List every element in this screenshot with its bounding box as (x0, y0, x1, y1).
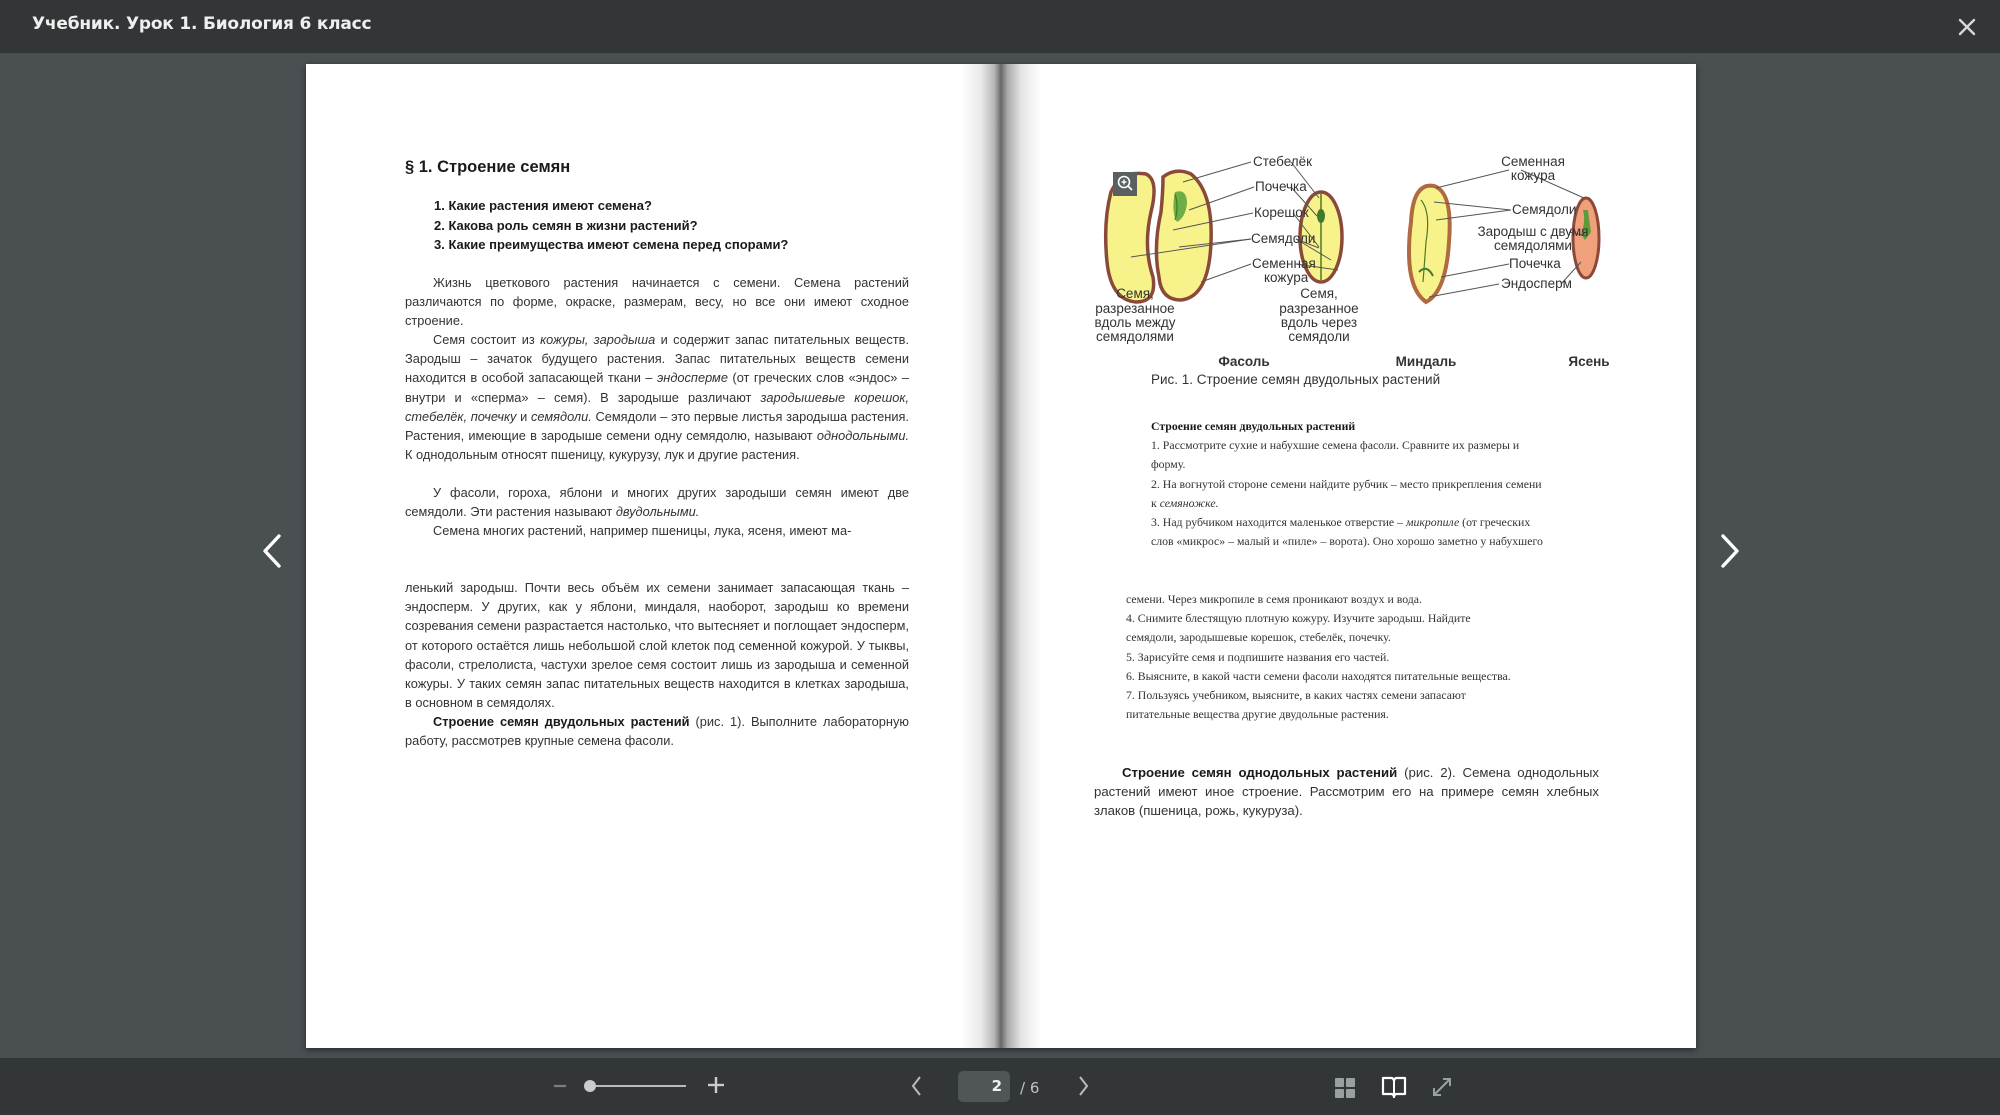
previous-page-arrow[interactable] (253, 528, 293, 574)
svg-text:Зародыш с двумя: Зародыш с двумя (1477, 224, 1589, 239)
figure-caption: Рис. 1. Строение семян двудольных растений (1151, 372, 1441, 387)
zoom-in-button[interactable] (705, 1072, 727, 1098)
zoom-in-icon (1113, 172, 1137, 196)
seed-structure-figure (1091, 152, 1611, 382)
grid-icon (1334, 1077, 1356, 1099)
svg-text:кожура: кожура (1264, 270, 1309, 285)
chevron-right-icon (1074, 1072, 1094, 1100)
total-pages: / 6 (1020, 1079, 1040, 1097)
expand-icon (1430, 1075, 1454, 1099)
paragraph: Строение семян двудольных растений (рис. 1). Выполните лабораторную работу, рассмотрев крупные семена фасоли. (405, 714, 909, 749)
svg-text:Почечка: Почечка (1255, 179, 1307, 194)
question-item: 3. Какие преимущества имеют семена перед спорами? (434, 237, 789, 252)
chevron-left-icon (906, 1072, 926, 1100)
paragraph: ленький зародыш. Почти весь объём их семени занимает запасающая ткань – эндосперм. У других, как у яблони, миндаля, наоборот, зародыш ко времени созревания семени разрастается настолько, что вытесняет и поглощает эндосперм, от которого остаётся лишь небольшой слой клеток под семенной кожурой. У тыквы, фасоли, стрелолиста, частухи зрелое семя состоит лишь из зародыша и семенной кожуры. У таких семян запас питательных веществ находится в клетках зародыша, в основном в семядолях. (405, 580, 909, 711)
next-page-arrow[interactable] (1709, 528, 1749, 574)
svg-text:семядолями: семядолями (1096, 329, 1174, 344)
document-title: Учебник. Урок 1. Биология 6 класс (32, 14, 372, 34)
plus-icon (705, 1072, 727, 1098)
paragraph: У фасоли, гороха, яблони и многих других зародыши семян имеют две семядоли. Эти растения называют двудольными. (405, 485, 909, 520)
paragraph: Семена многих растений, например пшеницы, лука, ясеня, имеют ма- (433, 523, 852, 538)
svg-text:Ясень: Ясень (1568, 354, 1610, 369)
book-view-button[interactable] (1381, 1074, 1407, 1100)
svg-text:вдоль через: вдоль через (1280, 315, 1358, 330)
zoom-slider-thumb[interactable] (584, 1080, 596, 1092)
lab-work-continued: семени. Через микропиле в семя проникают воздух и вода. 4. Снимите блестящую плотную кожуру. Изучите зародыш. Найдите семядоли, зародышевые корешок, стебелёк, почечку. 5. Зарисуйте семя и подпишите названия его частей. 6. Выясните, в какой части семени фасоли находятся питательные вещества. 7. Пользуясь учебником, выясните, в каких частях семени запасают питательные вещества другие двудольные растения. (1126, 592, 1511, 722)
right-page (1001, 64, 1696, 1048)
svg-text:Семенная: Семенная (1501, 154, 1565, 169)
svg-text:разрезанное: разрезанное (1279, 301, 1359, 316)
svg-text:вдоль между: вдоль между (1094, 315, 1176, 330)
review-questions (434, 196, 788, 255)
open-book-icon (1381, 1074, 1407, 1100)
zoom-slider[interactable] (582, 1078, 686, 1094)
svg-text:Семя,: Семя, (1300, 286, 1338, 301)
svg-text:Стебелёк: Стебелёк (1253, 154, 1313, 169)
zoom-slider-track (590, 1085, 686, 1087)
svg-text:Фасоль: Фасоль (1218, 354, 1270, 369)
fullscreen-button[interactable] (1430, 1075, 1454, 1099)
previous-page-button[interactable] (906, 1072, 926, 1100)
close-icon (1952, 12, 1982, 42)
svg-text:Семядоли: Семядоли (1251, 231, 1316, 246)
svg-text:разрезанное: разрезанное (1095, 301, 1175, 316)
current-page-input[interactable]: 2 (958, 1071, 1010, 1102)
svg-text:Семя,: Семя, (1116, 286, 1154, 301)
svg-text:Семенная: Семенная (1252, 256, 1316, 271)
question-item: 2. Какова роль семян в жизни растений? (434, 217, 698, 233)
section-heading: § 1. Строение семян (405, 158, 571, 176)
viewer-toolbar (0, 1058, 2000, 1115)
question-item: 1. Какие растения имеют семена? (434, 198, 652, 213)
grid-view-button[interactable] (1334, 1077, 1356, 1099)
svg-text:Почечка: Почечка (1509, 256, 1561, 271)
lab-work-block: Строение семян двудольных растений 1. Рассмотрите сухие и набухшие семена фасоли. Сравните их размеры и форму. 2. На вогнутой стороне семени найдите рубчик – место прикрепления семени к семяножке. 3. Над рубчиком находится маленькое отверстие – микропиле (от греческих слов «микрос» – малый и «пиле» – ворота). Оно хорошо заметно у набухшего (1151, 419, 1543, 549)
svg-text:семядоли: семядоли (1288, 329, 1350, 344)
book-spine-shadow (961, 64, 1041, 1048)
svg-text:Корешок: Корешок (1254, 205, 1309, 220)
minus-icon (552, 1074, 568, 1098)
svg-text:семядолями: семядолями (1494, 238, 1572, 253)
next-page-button[interactable] (1074, 1072, 1094, 1100)
svg-text:кожура: кожура (1510, 168, 1556, 183)
svg-text:Семядоли: Семядоли (1512, 202, 1577, 217)
chevron-right-icon (1709, 528, 1749, 574)
svg-text:Эндосперм: Эндосперм (1501, 276, 1572, 291)
close-button[interactable] (1952, 12, 1982, 42)
paragraph: Семя состоит из кожуры, зародыша и содержит запас питательных веществ. Зародыш – зачаток будущего растения. Запас питательных веществ семени находится в особой запасающей ткани – эндосперме (от греческих слов «эндос» – внутри и «сперма» – семя). В зародыше различают зародышевые корешок, стебелёк, почечку и семядоли. Семядоли – это первые листья зародыша растения. Растения, имеющие в зародыше семени одну семядолю, называют однодольными. К однодольным относят пшеницу, кукурузу, лук и другие растения. (405, 332, 910, 463)
chevron-left-icon (253, 528, 293, 574)
book-spread (306, 64, 1696, 1048)
svg-text:Миндаль: Миндаль (1395, 354, 1457, 369)
left-page (306, 64, 1001, 1048)
title-bar (0, 0, 2000, 53)
seed-diagram (1091, 152, 1611, 382)
monocot-paragraph-text: Строение семян однодольных растений (рис. 2). Семена однодольных растений имеют иное строение. Рассмотрим его на примере семян хлебных злаков (пшеница, рожь, кукуруза). (1094, 765, 1599, 819)
zoom-out-button[interactable] (552, 1074, 568, 1098)
figure-zoom-button[interactable] (1113, 172, 1137, 196)
paragraph: Жизнь цветкового растения начинается с семени. Семена растений различаются по форме, окраске, размерам, весу, но все они имеют сходное строение. (405, 275, 909, 329)
